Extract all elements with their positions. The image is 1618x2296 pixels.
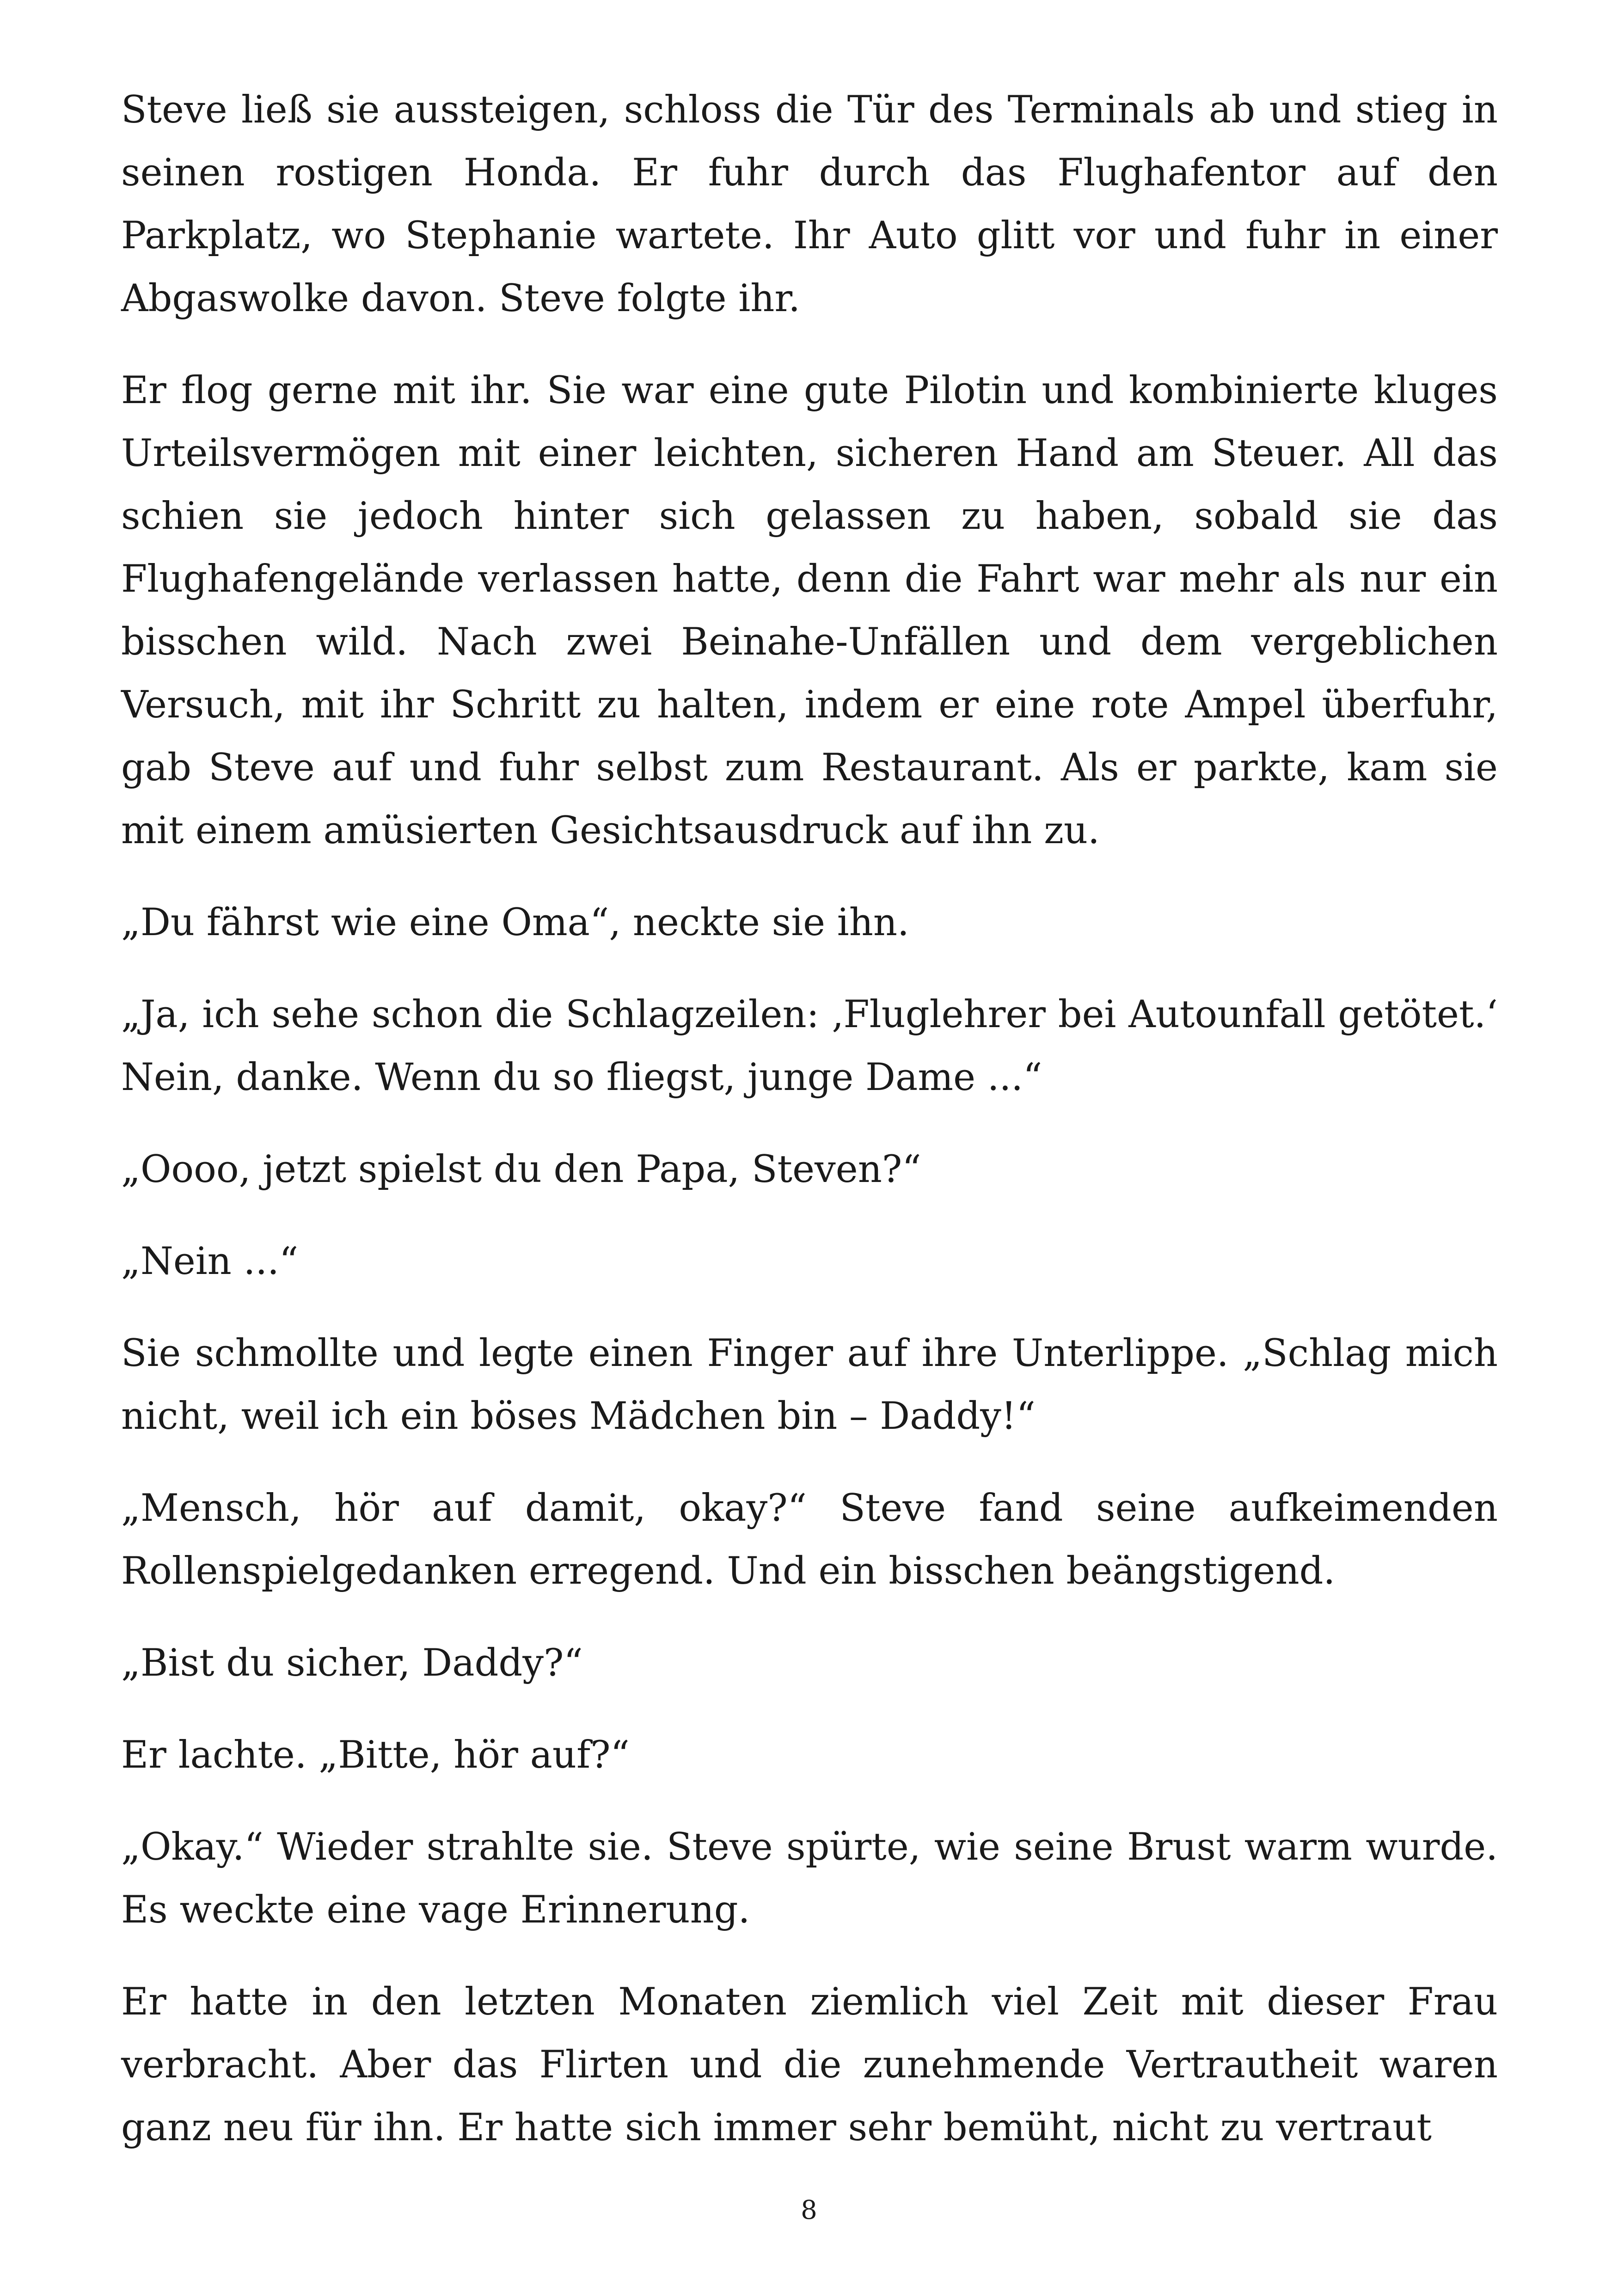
paragraph-10: Er lachte. „Bitte, hör auf?“ (121, 1733, 630, 1777)
paragraph-6: „Nein ...“ (121, 1240, 299, 1283)
paragraph-7: Sie schmollte und legte einen Finger auf ihre Unterlippe. „Schlag mich nicht, weil ich ein böses Mädchen bin – Daddy!“ (121, 1332, 1498, 1438)
paragraph-4: „Ja, ich sehe schon die Schlagzeilen: ‚Fluglehrer bei Autounfall getötet.‘ Nein, danke. Wenn du so fliegst, junge Dame ...“ (121, 993, 1498, 1099)
page-number: 8 (801, 2195, 817, 2225)
paragraph-2: Er flog gerne mit ihr. Sie war eine gute Pilotin und kombinierte kluges Urteilsvermögen mit einer leichten, sicheren Hand am Steuer. All das schien sie jedoch hinter sich gelassen zu haben, sobald sie das Flughafengelände verlassen hatte, denn die Fahrt war mehr als nur ein bisschen wild. Nach zwei Beinahe-Unfällen und dem vergeblichen Versuch, mit ihr Schritt zu halten, indem er eine rote Ampel überfuhr, gab Steve auf und fuhr selbst zum Restaurant. Als er parkte, kam sie mit einem amüsierten Gesichtsausdruck auf ihn zu. (121, 369, 1498, 852)
paragraph-1: Steve ließ sie aussteigen, schloss die Tür des Terminals ab und stieg in seinen rostigen Honda. Er fuhr durch das Flughafentor auf den Parkplatz, wo Stephanie wartete. Ihr Auto glitt vor und fuhr in einer Abgaswolke davon. Steve folgte ihr. (121, 88, 1498, 320)
paragraph-5: „Oooo, jetzt spielst du den Papa, Steven?“ (121, 1148, 921, 1191)
paragraph-3: „Du fährst wie eine Oma“, neckte sie ihn. (121, 901, 909, 944)
paragraph-12: Er hatte in den letzten Monaten ziemlich viel Zeit mit dieser Frau verbracht. Aber das Flirten und die zunehmende Vertrautheit waren ganz neu für ihn. Er hatte sich immer sehr bemüht, nicht zu vertraut (121, 1980, 1498, 2149)
paragraph-9: „Bist du sicher, Daddy?“ (121, 1641, 583, 1685)
paragraph-11: „Okay.“ Wieder strahlte sie. Steve spürte, wie seine Brust warm wurde. Es weckte eine vage Erinnerung. (121, 1825, 1498, 1932)
paragraph-8: „Mensch, hör auf damit, okay?“ Steve fand seine aufkeimenden Rollenspielgedanken erregend. Und ein bisschen beängstigend. (121, 1487, 1498, 1593)
body-text (121, 79, 1498, 2188)
